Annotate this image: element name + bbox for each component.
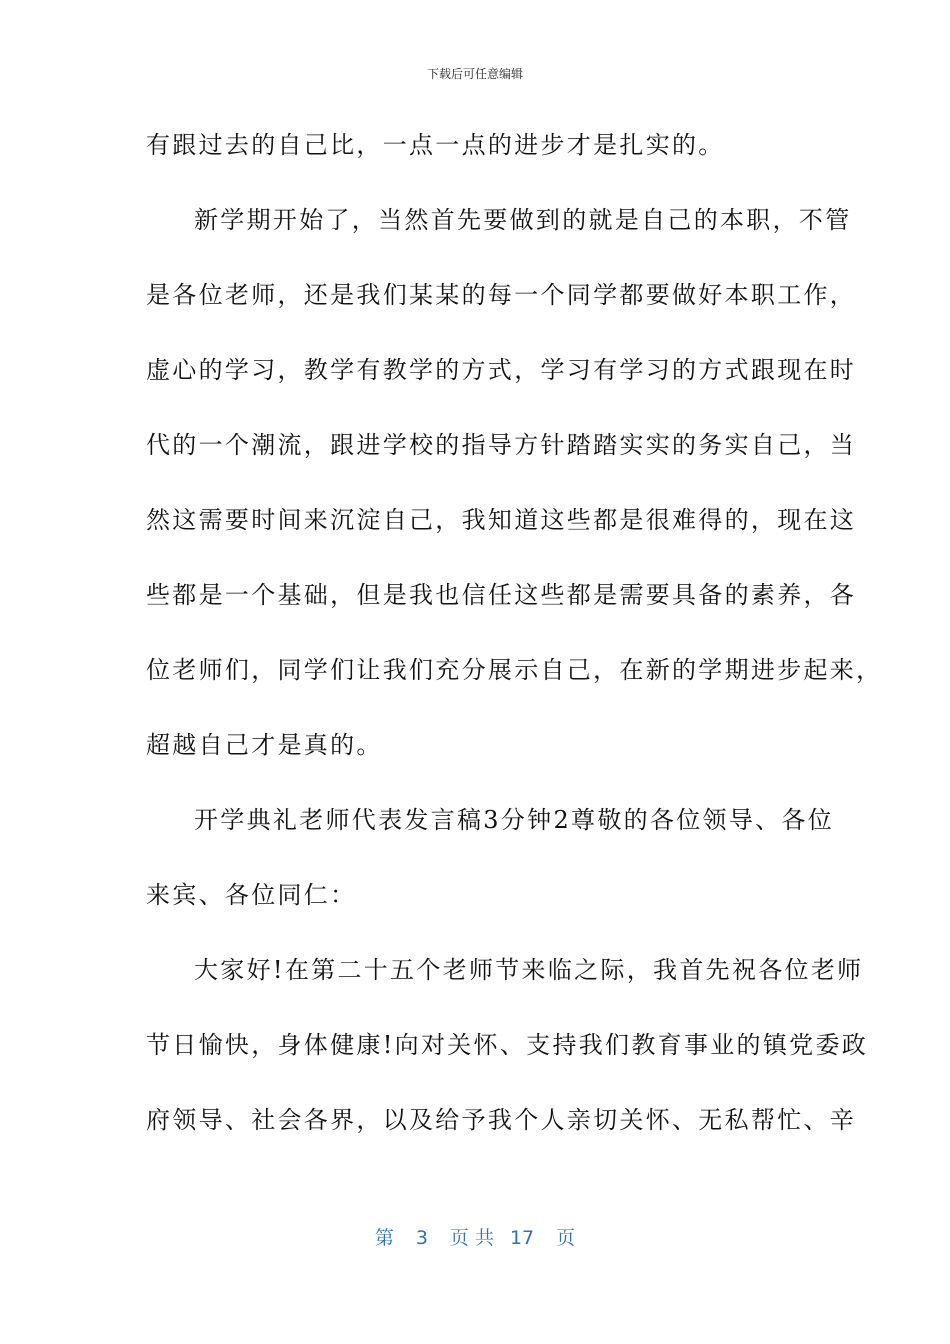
text-line: 开学典礼老师代表发言稿3分钟2尊敬的各位领导、各位	[194, 806, 835, 834]
page-header: 下载后可任意编辑	[426, 67, 523, 81]
text-line: 些都是一个基础，但是我也信任这些都是需要具备的素养，各	[146, 581, 857, 609]
text-line: 节日愉快，身体健康!向对关怀、支持我们教育事业的镇党委政	[146, 1031, 869, 1059]
page-middle-text: 页 共	[449, 1227, 494, 1249]
text-line: 来宾、各位同仁：	[146, 881, 357, 909]
text-line: 有跟过去的自己比，一点一点的进步才是扎实的。	[146, 131, 725, 159]
text-line: 位老师们，同学们让我们充分展示自己，在新的学期进步起来，	[146, 656, 883, 684]
text-line: 府领导、社会各界，以及给予我个人亲切关怀、无私帮忙、辛	[146, 1106, 857, 1134]
text-line: 然这需要时间来沉淀自己，我知道这些都是很难得的，现在这	[146, 506, 857, 534]
text-line: 虚心的学习，教学有教学的方式，学习有学习的方式跟现在时	[146, 356, 857, 384]
text-line: 新学期开始了，当然首先要做到的就是自己的本职，不管	[194, 206, 852, 234]
page-footer	[0, 1226, 950, 1250]
text-line: 是各位老师，还是我们某某的每一个同学都要做好本职工作，	[146, 281, 857, 309]
text-line: 大家好!在第二十五个老师节来临之际，我首先祝各位老师	[194, 956, 864, 984]
total-page-count: 17	[509, 1227, 535, 1249]
current-page-number: 3	[415, 1227, 428, 1249]
text-line: 超越自己才是真的。	[146, 731, 383, 759]
page-suffix: 页	[556, 1227, 576, 1249]
text-line: 代的一个潮流，跟进学校的指导方针踏踏实实的务实自己，当	[146, 431, 857, 459]
page-prefix: 第	[374, 1227, 394, 1249]
